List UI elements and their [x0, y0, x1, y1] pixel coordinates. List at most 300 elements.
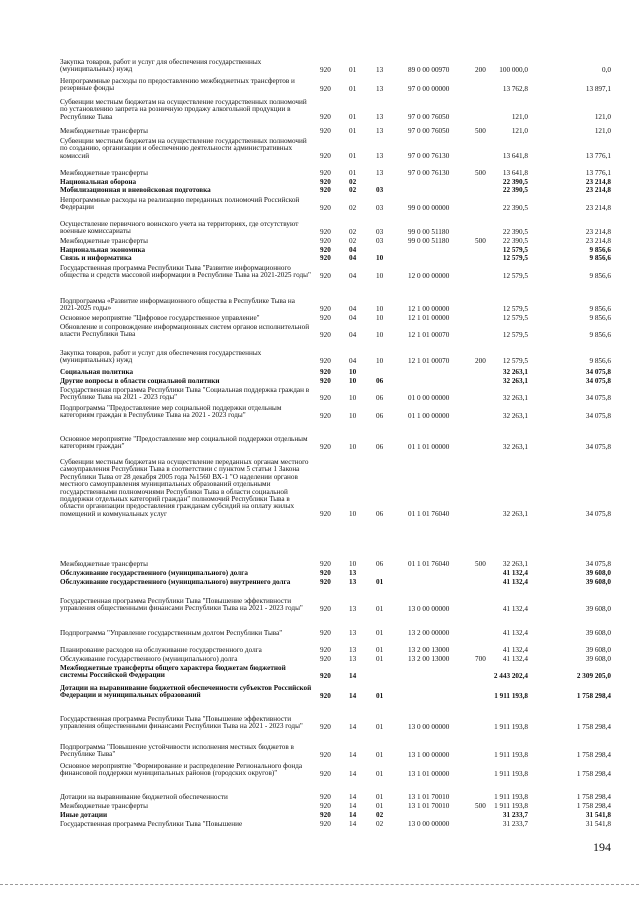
row-name: Субвенции местным бюджетам на осуществление государственных полномочий по созданию, организации и обеспечению деятельности административных комиссий [60, 137, 307, 160]
subsection-code: 06 [376, 411, 384, 420]
row-name: Закупка товаров, работ и услуг для обеспечения государственных (муниципальных) нужд [60, 349, 262, 365]
amount-2023: 2 309 205,0 [576, 671, 611, 680]
row-name: Другие вопросы в области социальной политики [60, 377, 220, 385]
table-row [0, 128, 639, 135]
section-code: 02 [349, 203, 357, 212]
amount-2022: 1 911 193,8 [494, 691, 528, 700]
table-row [0, 138, 639, 160]
ved-code: 920 [320, 671, 331, 680]
amount-2022: 121,0 [511, 126, 528, 135]
row-name: Основное мероприятие "Цифровое государственное управление" [60, 314, 260, 322]
target-article-code: 13 1 01 70010 [408, 792, 450, 801]
amount-2022: 41 132,4 [502, 654, 528, 663]
ved-code: 920 [320, 645, 331, 654]
amount-2023: 1 758 298,4 [576, 801, 611, 810]
amount-2022: 12 579,5 [502, 313, 528, 322]
amount-2023: 1 758 298,4 [576, 769, 611, 778]
table-row [0, 179, 639, 186]
section-code: 10 [349, 367, 357, 376]
amount-2022: 41 132,4 [502, 568, 528, 577]
target-article-code: 13 2 00 13000 [408, 645, 450, 654]
target-article-code: 13 1 01 70010 [408, 801, 450, 810]
row-name: Межбюджетные трансферты [60, 560, 148, 568]
row-name: Межбюджетные трансферты [60, 127, 148, 135]
ved-code: 920 [320, 442, 331, 451]
expense-type-code: 500 [475, 559, 486, 568]
target-article-code: 97 0 00 76050 [408, 126, 450, 135]
amount-2022: 41 132,4 [502, 628, 528, 637]
target-article-code: 97 0 00 76130 [408, 151, 450, 160]
ved-code: 920 [320, 236, 331, 245]
table-row [0, 170, 639, 177]
row-name: Национальная экономика [60, 246, 146, 254]
target-article-code: 13 0 00 00000 [408, 604, 450, 613]
section-code: 13 [349, 645, 357, 654]
ved-code: 920 [320, 769, 331, 778]
section-code: 02 [349, 236, 357, 245]
subsection-code: 01 [376, 722, 384, 731]
section-code: 14 [349, 722, 357, 731]
ved-code: 920 [320, 568, 331, 577]
table-row [0, 369, 639, 376]
section-code: 14 [349, 792, 357, 801]
table-row [0, 238, 639, 245]
amount-2022: 32 263,1 [502, 411, 528, 420]
section-code: 13 [349, 654, 357, 663]
subsection-code: 01 [376, 628, 384, 637]
row-name: Обслуживание государственного (муниципального) внутреннего долга [60, 578, 291, 586]
ved-code: 920 [320, 792, 331, 801]
target-article-code: 13 2 00 00000 [408, 628, 450, 637]
amount-2023: 1 758 298,4 [576, 750, 611, 759]
amount-2023: 39 608,0 [585, 604, 611, 613]
amount-2023: 23 214,8 [585, 177, 611, 186]
target-article-code: 13 1 00 00000 [408, 750, 450, 759]
subsection-code: 13 [376, 168, 384, 177]
row-name: Дотации на выравнивание бюджетной обеспеченности субъектов Российской Федерации и муниципальных образований [60, 684, 312, 700]
amount-2023: 34 075,8 [585, 367, 611, 376]
subsection-code: 13 [376, 65, 384, 74]
subsection-code: 06 [376, 509, 384, 518]
section-code: 04 [349, 271, 357, 280]
section-code: 14 [349, 691, 357, 700]
row-name: Непрограммные расходы на реализацию переданных полномочий Российской Федерации [60, 196, 300, 212]
amount-2022: 12 579,5 [502, 304, 528, 313]
subsection-code: 02 [376, 819, 384, 828]
subsection-code: 01 [376, 769, 384, 778]
ved-code: 920 [320, 801, 331, 810]
table-row [0, 265, 639, 280]
ved-code: 920 [320, 185, 331, 194]
amount-2023: 39 608,0 [585, 654, 611, 663]
section-code: 10 [349, 559, 357, 568]
amount-2022: 22 390,5 [502, 203, 528, 212]
subsection-code: 01 [376, 691, 384, 700]
amount-2022: 32 263,1 [502, 559, 528, 568]
section-code: 04 [349, 356, 357, 365]
amount-2023: 13 897,1 [585, 84, 611, 93]
row-name: Основное мероприятие "Формирование и распределение Регионального фонда финансовой поддержки муниципальных районов (городских округов)" [60, 762, 303, 778]
subsection-code: 01 [376, 604, 384, 613]
section-code: 10 [349, 376, 357, 385]
row-name: Обслуживание государственного (муниципального) долга [60, 655, 238, 663]
amount-2023: 34 075,8 [585, 411, 611, 420]
section-code: 10 [349, 509, 357, 518]
ved-code: 920 [320, 126, 331, 135]
amount-2023: 1 758 298,4 [576, 722, 611, 731]
amount-2023: 1 758 298,4 [576, 691, 611, 700]
amount-2022: 32 263,1 [502, 367, 528, 376]
amount-2022: 22 390,5 [502, 236, 528, 245]
expense-type-code: 500 [475, 236, 486, 245]
amount-2022: 22 390,5 [502, 227, 528, 236]
amount-2023: 9 856,6 [589, 356, 611, 365]
section-code: 01 [349, 84, 357, 93]
amount-2023: 23 214,8 [585, 203, 611, 212]
amount-2023: 9 856,6 [589, 304, 611, 313]
section-code: 01 [349, 65, 357, 74]
amount-2022: 12 579,5 [502, 245, 528, 254]
row-name: Государственная программа Республики Тыва "Развитие информационного общества и средств массовой информации в Республике Тыва на 2021-2025 годы" [60, 264, 311, 280]
table-row [0, 315, 639, 322]
amount-2023: 0,0 [602, 65, 611, 74]
row-name: Субвенции местным бюджетам на осуществление государственных полномочий по установлению запрета на розничную продажу алкогольной продукции в Республике Тыва [60, 98, 307, 121]
section-code: 14 [349, 769, 357, 778]
table-row [0, 716, 639, 731]
ved-code: 920 [320, 810, 331, 819]
ved-code: 920 [320, 65, 331, 74]
subsection-code: 01 [376, 750, 384, 759]
section-code: 10 [349, 442, 357, 451]
target-article-code: 13 0 00 00000 [408, 722, 450, 731]
target-article-code: 01 1 01 76040 [408, 559, 450, 568]
amount-2023: 39 608,0 [585, 628, 611, 637]
amount-2022: 1 911 193,8 [494, 769, 528, 778]
amount-2023: 121,0 [594, 126, 611, 135]
target-article-code: 01 1 01 76040 [408, 509, 450, 518]
table-row [0, 656, 639, 663]
section-code: 10 [349, 393, 357, 402]
amount-2023: 13 776,1 [585, 151, 611, 160]
subsection-code: 13 [376, 126, 384, 135]
ved-code: 920 [320, 84, 331, 93]
row-name: Подпрограмма "Управление государственным долгом Республики Тыва" [60, 629, 283, 637]
row-name: Подпрограмма "Предоставление мер социальной поддержки отдельным категориям граждан в Республике Тыва на 2021 - 2023 годы" [60, 404, 282, 420]
table-row [0, 812, 639, 819]
subsection-code: 03 [376, 227, 384, 236]
table-row [0, 744, 639, 759]
section-code: 04 [349, 253, 357, 262]
section-code: 02 [349, 185, 357, 194]
row-name: Межбюджетные трансферты [60, 802, 148, 810]
amount-2022: 121,0 [511, 112, 528, 121]
subsection-code: 06 [376, 442, 384, 451]
subsection-code: 10 [376, 330, 384, 339]
table-row [0, 647, 639, 654]
table-row [0, 794, 639, 801]
ved-code: 920 [320, 245, 331, 254]
target-article-code: 01 1 00 00000 [408, 411, 450, 420]
target-article-code: 99 0 00 00000 [408, 203, 450, 212]
section-code: 04 [349, 330, 357, 339]
expense-type-code: 500 [475, 126, 486, 135]
target-article-code: 97 0 00 00000 [408, 84, 450, 93]
table-row [0, 459, 639, 518]
subsection-code: 01 [376, 792, 384, 801]
row-name: Национальная оборона [60, 178, 137, 186]
ved-code: 920 [320, 628, 331, 637]
subsection-code: 01 [376, 645, 384, 654]
row-name: Межбюджетные трансферты [60, 169, 148, 177]
row-name: Социальная политика [60, 368, 134, 376]
ved-code: 920 [320, 559, 331, 568]
table-row [0, 247, 639, 254]
table-row [0, 197, 639, 212]
row-name: Обслуживание государственного (муниципального) долга [60, 569, 248, 577]
amount-2023: 121,0 [594, 112, 611, 121]
subsection-code: 10 [376, 271, 384, 280]
table-row [0, 630, 639, 637]
target-article-code: 13 2 00 13000 [408, 654, 450, 663]
table-row [0, 255, 639, 262]
section-code: 13 [349, 628, 357, 637]
row-name: Непрограммные расходы по предоставлению межбюджетных трансфертов и резервные фонды [60, 77, 295, 93]
subsection-code: 10 [376, 313, 384, 322]
section-code: 14 [349, 810, 357, 819]
table-row [0, 378, 639, 385]
amount-2022: 22 390,5 [502, 177, 528, 186]
amount-2022: 1 911 193,8 [494, 792, 528, 801]
ved-code: 920 [320, 604, 331, 613]
amount-2023: 31 541,8 [585, 819, 611, 828]
amount-2023: 1 758 298,4 [576, 792, 611, 801]
amount-2023: 34 075,8 [585, 559, 611, 568]
amount-2022: 13 641,8 [502, 168, 528, 177]
subsection-code: 03 [376, 236, 384, 245]
amount-2023: 9 856,6 [589, 330, 611, 339]
section-code: 04 [349, 313, 357, 322]
row-name: Осуществление первичного воинского учета на территориях, где отсутствуют военные комиссариаты [60, 220, 299, 236]
ved-code: 920 [320, 376, 331, 385]
table-row [0, 350, 639, 365]
row-name: Планирование расходов на обслуживание государственного долга [60, 646, 262, 654]
section-code: 13 [349, 577, 357, 586]
amount-2022: 41 132,4 [502, 577, 528, 586]
expense-type-code: 200 [475, 356, 486, 365]
table-row [0, 221, 639, 236]
ved-code: 920 [320, 151, 331, 160]
subsection-code: 10 [376, 356, 384, 365]
amount-2023: 23 214,8 [585, 185, 611, 194]
amount-2023: 34 075,8 [585, 442, 611, 451]
amount-2022: 12 579,5 [502, 253, 528, 262]
table-row [0, 324, 639, 339]
amount-2022: 13 641,8 [502, 151, 528, 160]
row-name: Государственная программа Республики Тыва "Повышение эффективности управления общественными финансами Республики Тыва на 2021 - 2023 годы" [60, 715, 303, 731]
row-name: Дотации на выравнивание бюджетной обеспеченности [60, 793, 228, 801]
row-name: Связь и информатика [60, 254, 132, 262]
amount-2022: 12 579,5 [502, 330, 528, 339]
ved-code: 920 [320, 509, 331, 518]
amount-2022: 2 443 202,4 [493, 671, 528, 680]
subsection-code: 03 [376, 203, 384, 212]
row-name: Государственная программа Республики Тыва "Социальная поддержка граждан в Республике Тыва на 2021 - 2023 годы" [60, 386, 310, 402]
amount-2022: 22 390,5 [502, 185, 528, 194]
amount-2023: 23 214,8 [585, 227, 611, 236]
section-code: 14 [349, 750, 357, 759]
subsection-code: 13 [376, 151, 384, 160]
expense-type-code: 500 [475, 168, 486, 177]
amount-2022: 41 132,4 [502, 604, 528, 613]
ved-code: 920 [320, 271, 331, 280]
amount-2023: 9 856,6 [589, 313, 611, 322]
ved-code: 920 [320, 330, 331, 339]
amount-2023: 39 608,0 [585, 568, 611, 577]
table-row [0, 405, 639, 420]
amount-2023: 34 075,8 [585, 509, 611, 518]
table-row [0, 59, 639, 74]
ved-code: 920 [320, 393, 331, 402]
amount-2023: 9 856,6 [589, 271, 611, 280]
row-name: Основное мероприятие "Предоставление мер социальной поддержки отдельным категориям граждан" [60, 435, 308, 451]
ved-code: 920 [320, 654, 331, 663]
ved-code: 920 [320, 168, 331, 177]
target-article-code: 97 0 00 76130 [408, 168, 450, 177]
ved-code: 920 [320, 203, 331, 212]
subsection-code: 10 [376, 304, 384, 313]
table-row [0, 579, 639, 586]
row-name: Межбюджетные трансферты общего характера бюджетам бюджетной системы Российской Федерации [60, 664, 286, 680]
section-code: 14 [349, 801, 357, 810]
subsection-code: 02 [376, 810, 384, 819]
ved-code: 920 [320, 411, 331, 420]
row-name: Закупка товаров, работ и услуг для обеспечения государственных (муниципальных) нужд [60, 58, 262, 74]
subsection-code: 01 [376, 801, 384, 810]
row-name: Субвенции местным бюджетам на осуществление переданных органам местного самоуправления Республики Тыва в соответствии с пунктом 5 статьи 1 Закона Республики Тыва от 28 декабря 2005 года №1560 ВХ-1 "О наделении органов местного самоуправления муниципальных образований отдельными государственными полномочиями Республики Тыва в области социальной поддержки отдельных категорий граждан" полномочий Республики Тыва в области организации предоставления гражданам субсидий на оплату жилых помещений и коммунальных услуг [60, 458, 309, 518]
target-article-code: 97 0 00 76050 [408, 112, 450, 121]
ved-code: 920 [320, 577, 331, 586]
amount-2022: 1 911 193,8 [494, 722, 528, 731]
table-row [0, 78, 639, 93]
ved-code: 920 [320, 722, 331, 731]
subsection-code: 13 [376, 112, 384, 121]
target-article-code: 01 1 01 00000 [408, 442, 450, 451]
table-row [0, 298, 639, 313]
section-code: 02 [349, 227, 357, 236]
expense-type-code: 500 [475, 801, 486, 810]
section-code: 14 [349, 671, 357, 680]
section-code: 10 [349, 411, 357, 420]
ved-code: 920 [320, 691, 331, 700]
row-name: Подпрограмма "Повышение устойчивости исполнения местных бюджетов в Республике Тыва" [60, 743, 294, 759]
table-row [0, 436, 639, 451]
amount-2023: 9 856,6 [589, 253, 611, 262]
subsection-code: 01 [376, 577, 384, 586]
subsection-code: 06 [376, 559, 384, 568]
amount-2022: 32 263,1 [502, 393, 528, 402]
table-row [0, 685, 639, 700]
amount-2022: 100 000,0 [499, 65, 528, 74]
amount-2022: 41 132,4 [502, 645, 528, 654]
amount-2022: 32 263,1 [502, 442, 528, 451]
amount-2022: 13 762,8 [502, 84, 528, 93]
section-code: 01 [349, 168, 357, 177]
table-row [0, 763, 639, 778]
amount-2022: 12 579,5 [502, 271, 528, 280]
section-code: 14 [349, 819, 357, 828]
table-row [0, 665, 639, 680]
ved-code: 920 [320, 367, 331, 376]
target-article-code: 13 1 01 00000 [408, 769, 450, 778]
section-code: 01 [349, 126, 357, 135]
row-name: Мобилизационная и вневойсковая подготовка [60, 186, 211, 194]
table-row [0, 803, 639, 810]
ved-code: 920 [320, 356, 331, 365]
section-code: 01 [349, 151, 357, 160]
row-name: Государственная программа Республики Тыва "Повышение [60, 820, 243, 828]
ved-code: 920 [320, 304, 331, 313]
expense-type-code: 700 [475, 654, 486, 663]
table-row [0, 187, 639, 194]
row-name: Подпрограмма «Развитие информационного общества в Республике Тыва на 2021-2025 годы» [60, 297, 295, 313]
ved-code: 920 [320, 750, 331, 759]
ved-code: 920 [320, 112, 331, 121]
section-code: 13 [349, 568, 357, 577]
target-article-code: 12 1 01 00070 [408, 356, 450, 365]
subsection-code: 06 [376, 393, 384, 402]
target-article-code: 12 1 01 00000 [408, 313, 450, 322]
section-code: 02 [349, 177, 357, 186]
table-row [0, 561, 639, 568]
section-code: 04 [349, 304, 357, 313]
section-code: 04 [349, 245, 357, 254]
footer-divider [0, 884, 639, 886]
target-article-code: 99 0 00 51180 [408, 236, 450, 245]
section-code: 01 [349, 112, 357, 121]
amount-2023: 31 541,8 [585, 810, 611, 819]
subsection-code: 06 [376, 376, 384, 385]
target-article-code: 89 0 00 00970 [408, 65, 450, 74]
section-code: 13 [349, 604, 357, 613]
target-article-code: 12 0 00 00000 [408, 271, 450, 280]
amount-2023: 9 856,6 [589, 245, 611, 254]
ved-code: 920 [320, 177, 331, 186]
amount-2022: 31 233,7 [502, 810, 528, 819]
amount-2023: 39 608,0 [585, 645, 611, 654]
table-row [0, 387, 639, 402]
amount-2023: 13 776,1 [585, 168, 611, 177]
amount-2023: 23 214,8 [585, 236, 611, 245]
amount-2023: 39 608,0 [585, 577, 611, 586]
expense-type-code: 200 [475, 65, 486, 74]
table-row [0, 570, 639, 577]
amount-2023: 34 075,8 [585, 393, 611, 402]
table-row [0, 99, 639, 121]
subsection-code: 10 [376, 253, 384, 262]
amount-2023: 34 075,8 [585, 376, 611, 385]
page-number: 194 [593, 840, 611, 854]
ved-code: 920 [320, 313, 331, 322]
amount-2022: 12 579,5 [502, 356, 528, 365]
subsection-code: 01 [376, 654, 384, 663]
ved-code: 920 [320, 227, 331, 236]
table-row [0, 821, 639, 828]
target-article-code: 12 1 00 00000 [408, 304, 450, 313]
row-name: Государственная программа Республики Тыва "Повышение эффективности управления общественными финансами Республики Тыва на 2021 - 2023 годы" [60, 597, 303, 613]
row-name: Межбюджетные трансферты [60, 237, 148, 245]
amount-2022: 1 911 193,8 [494, 750, 528, 759]
target-article-code: 99 0 00 51180 [408, 227, 450, 236]
